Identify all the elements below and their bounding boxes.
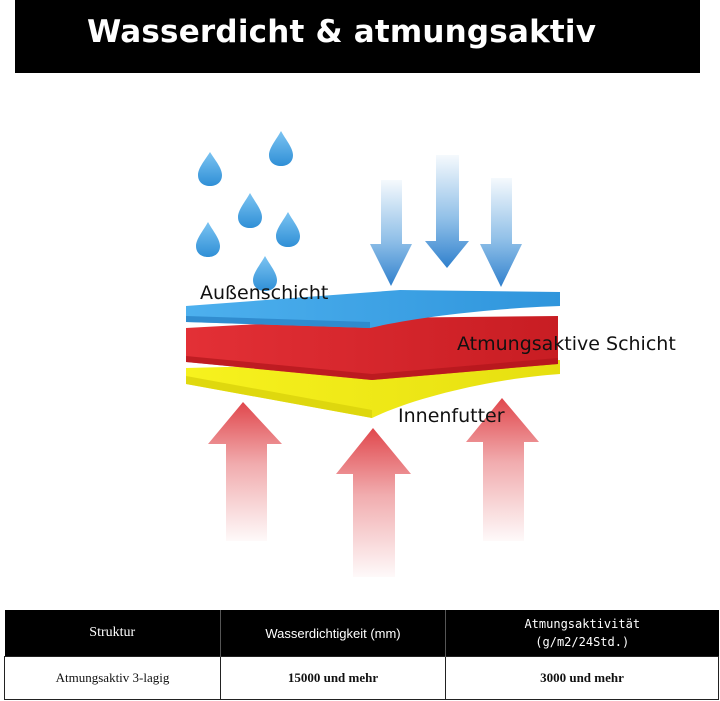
water-drop-icon bbox=[238, 193, 262, 228]
table-header-row bbox=[5, 610, 719, 657]
water-drop-icon bbox=[198, 152, 222, 186]
up-arrow-icon bbox=[208, 402, 282, 541]
cell-atmungsaktivitaet: 3000 und mehr bbox=[446, 657, 719, 700]
header-struktur: Struktur bbox=[5, 610, 221, 657]
down-arrow-icon bbox=[425, 155, 469, 268]
header-atmungsaktivitaet bbox=[446, 610, 719, 657]
up-arrow-icon bbox=[336, 428, 411, 577]
breathable-layer-label: Atmungsaktive Schicht bbox=[457, 333, 676, 355]
water-drop-icon bbox=[269, 131, 293, 166]
cell-struktur: Atmungsaktiv 3-lagig bbox=[5, 657, 221, 700]
table-row bbox=[5, 657, 719, 700]
down-arrow-icon bbox=[370, 180, 412, 286]
header-wasserdichtigkeit: Wasserdichtigkeit (mm) bbox=[221, 610, 446, 657]
cell-wasserdichtigkeit: 15000 und mehr bbox=[221, 657, 446, 700]
down-arrow-icon bbox=[480, 178, 522, 287]
lining-layer-label: Innenfutter bbox=[398, 405, 505, 427]
water-drop-icon bbox=[276, 212, 300, 247]
header-atmungsaktivitaet-line1: Atmungsaktivität bbox=[524, 617, 641, 631]
water-drop-icon bbox=[196, 222, 220, 257]
outer-layer-label: Außenschicht bbox=[200, 282, 329, 304]
banner-title: Wasserdicht & atmungsaktiv bbox=[87, 14, 597, 50]
spec-table bbox=[4, 610, 719, 700]
header-atmungsaktivitaet-line2: (g/m2/24Std.) bbox=[535, 635, 630, 649]
